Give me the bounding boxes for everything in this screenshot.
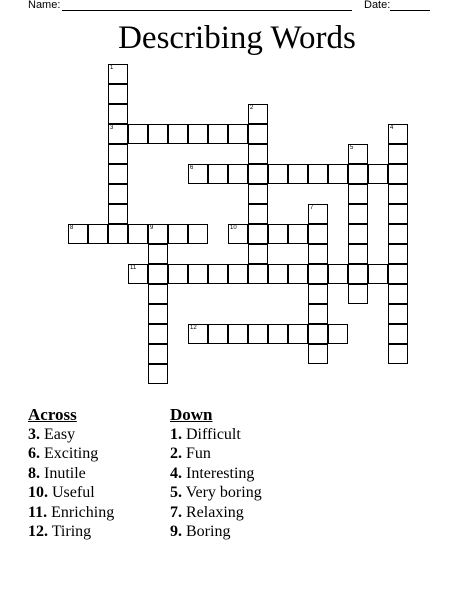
grid-cell[interactable] xyxy=(388,304,408,324)
clue-text: Fun xyxy=(186,445,211,463)
grid-cell[interactable] xyxy=(228,264,248,284)
down-clue xyxy=(170,483,262,502)
grid-cell[interactable] xyxy=(288,164,308,184)
across-heading: Across xyxy=(28,405,77,424)
grid-cell[interactable] xyxy=(328,324,348,344)
grid-cell[interactable] xyxy=(248,184,268,204)
grid-cell[interactable] xyxy=(368,264,388,284)
clue-text: Inutile xyxy=(44,464,86,482)
grid-cell[interactable] xyxy=(188,224,208,244)
grid-cell[interactable] xyxy=(388,264,408,284)
grid-cell[interactable] xyxy=(248,324,268,344)
across-clue xyxy=(28,464,114,483)
grid-cell[interactable] xyxy=(248,244,268,264)
grid-cell[interactable] xyxy=(388,344,408,364)
grid-cell[interactable] xyxy=(348,224,368,244)
grid-cell[interactable] xyxy=(248,164,268,184)
clue-number-label: 7 xyxy=(310,205,314,211)
across-clue xyxy=(28,522,114,541)
grid-cell[interactable] xyxy=(388,124,408,144)
grid-cell[interactable] xyxy=(268,264,288,284)
grid-cell[interactable] xyxy=(248,124,268,144)
clue-text: Boring xyxy=(186,523,231,541)
grid-cell[interactable] xyxy=(348,284,368,304)
clue-number: 8. xyxy=(28,464,40,482)
grid-cell[interactable] xyxy=(248,104,268,124)
clue-text: Interesting xyxy=(186,464,255,482)
grid-cell[interactable] xyxy=(228,124,248,144)
clue-number-label: 4 xyxy=(390,125,394,131)
clue-number: 2. xyxy=(170,445,182,463)
across-clue xyxy=(28,503,114,522)
down-clue xyxy=(170,425,262,444)
grid-cell[interactable] xyxy=(348,244,368,264)
grid-cell[interactable] xyxy=(348,184,368,204)
across-clue xyxy=(28,483,114,502)
grid-cell[interactable] xyxy=(228,224,248,244)
grid-cell[interactable] xyxy=(388,224,408,244)
grid-cell[interactable] xyxy=(348,164,368,184)
clue-number: 10. xyxy=(28,484,48,502)
grid-cell[interactable] xyxy=(148,304,168,324)
grid-cell[interactable] xyxy=(148,264,168,284)
grid-cell[interactable] xyxy=(148,244,168,264)
grid-cell[interactable] xyxy=(308,264,328,284)
grid-cell[interactable] xyxy=(108,64,128,84)
clue-number-label: 3 xyxy=(110,125,114,131)
grid-cell[interactable] xyxy=(108,204,128,224)
grid-cell[interactable] xyxy=(308,304,328,324)
grid-cell[interactable] xyxy=(388,204,408,224)
grid-cell[interactable] xyxy=(188,164,208,184)
grid-cell[interactable] xyxy=(148,284,168,304)
grid-cell[interactable] xyxy=(308,224,328,244)
clue-number: 12. xyxy=(28,523,48,541)
grid-cell[interactable] xyxy=(208,264,228,284)
down-clues xyxy=(170,405,262,541)
grid-cell[interactable] xyxy=(388,284,408,304)
clue-text: Useful xyxy=(52,484,95,502)
grid-cell[interactable] xyxy=(308,284,328,304)
grid-cell[interactable] xyxy=(228,324,248,344)
across-clues xyxy=(28,405,114,541)
grid-cell[interactable] xyxy=(248,144,268,164)
grid-cell[interactable] xyxy=(228,164,248,184)
grid-cell[interactable] xyxy=(348,204,368,224)
grid-cell[interactable] xyxy=(328,164,348,184)
grid-cell[interactable] xyxy=(108,124,128,144)
clue-number-label: 5 xyxy=(350,145,354,151)
clue-number: 5. xyxy=(170,484,182,502)
grid-cell[interactable] xyxy=(148,224,168,244)
clue-text: Exciting xyxy=(44,445,99,463)
grid-cell[interactable] xyxy=(308,344,328,364)
grid-cell[interactable] xyxy=(328,264,348,284)
grid-cell[interactable] xyxy=(148,124,168,144)
clue-text: Very boring xyxy=(185,484,262,502)
grid-cell[interactable] xyxy=(208,164,228,184)
clue-number-label: 12 xyxy=(190,325,197,331)
grid-cell[interactable] xyxy=(368,164,388,184)
grid-cell[interactable] xyxy=(388,144,408,164)
down-clue xyxy=(170,464,262,483)
clue-text: Enriching xyxy=(51,503,115,521)
grid-cell[interactable] xyxy=(268,164,288,184)
grid-cell[interactable] xyxy=(288,264,308,284)
clue-number: 7. xyxy=(170,503,182,521)
clue-number: 11. xyxy=(28,503,48,521)
grid-cell[interactable] xyxy=(108,84,128,104)
grid-cell[interactable] xyxy=(308,244,328,264)
grid-cell[interactable] xyxy=(108,224,128,244)
grid-cell[interactable] xyxy=(188,324,208,344)
clue-text: Easy xyxy=(44,426,76,443)
grid-cell[interactable] xyxy=(248,224,268,244)
grid-cell[interactable] xyxy=(388,324,408,344)
grid-cell[interactable] xyxy=(108,144,128,164)
down-clue xyxy=(170,444,262,463)
grid-cell[interactable] xyxy=(188,264,208,284)
grid-cell[interactable] xyxy=(148,324,168,344)
grid-cell[interactable] xyxy=(388,244,408,264)
clue-number-label: 1 xyxy=(110,65,114,71)
grid-cell[interactable] xyxy=(248,264,268,284)
grid-cell[interactable] xyxy=(288,324,308,344)
grid-cell[interactable] xyxy=(148,364,168,384)
grid-cell[interactable] xyxy=(168,264,188,284)
grid-cell[interactable] xyxy=(348,144,368,164)
grid-cell[interactable] xyxy=(168,124,188,144)
grid-cell[interactable] xyxy=(348,264,368,284)
clue-number: 1. xyxy=(170,426,182,443)
grid-cell[interactable] xyxy=(308,164,328,184)
clue-number-label: 9 xyxy=(150,225,154,231)
clue-number: 3. xyxy=(28,426,40,443)
grid-cell[interactable] xyxy=(108,104,128,124)
grid-cell[interactable] xyxy=(268,224,288,244)
grid-cell[interactable] xyxy=(188,124,208,144)
clue-text: Tiring xyxy=(51,523,92,541)
grid-cell[interactable] xyxy=(208,124,228,144)
clue-text: Relaxing xyxy=(186,503,244,521)
grid-cell[interactable] xyxy=(208,324,228,344)
grid-cell[interactable] xyxy=(168,224,188,244)
clue-number: 4. xyxy=(170,464,182,482)
grid-cell[interactable] xyxy=(288,224,308,244)
clue-number-label: 2 xyxy=(250,105,254,111)
grid-cell[interactable] xyxy=(108,184,128,204)
across-clue xyxy=(28,444,114,463)
clue-text: Difficult xyxy=(186,426,241,443)
name-label: Name: xyxy=(28,0,61,11)
grid-cell[interactable] xyxy=(68,224,88,244)
grid-cell[interactable] xyxy=(128,224,148,244)
date-label: Date: xyxy=(364,0,391,11)
down-heading: Down xyxy=(170,405,213,424)
grid-cell[interactable] xyxy=(88,224,108,244)
clue-number: 9. xyxy=(170,523,182,541)
grid-cell[interactable] xyxy=(268,324,288,344)
clue-number-label: 6 xyxy=(190,165,194,171)
grid-cell[interactable] xyxy=(128,264,148,284)
down-clue xyxy=(170,503,262,522)
grid-cell[interactable] xyxy=(388,164,408,184)
grid-cell[interactable] xyxy=(388,184,408,204)
page-title: Describing Words xyxy=(118,20,356,56)
clue-number-label: 11 xyxy=(130,265,137,271)
down-clue xyxy=(170,522,262,541)
clue-number: 6. xyxy=(28,445,40,463)
grid-cell[interactable] xyxy=(128,124,148,144)
grid-cell[interactable] xyxy=(248,204,268,224)
clue-number-label: 8 xyxy=(70,225,74,231)
grid-cell[interactable] xyxy=(148,344,168,364)
grid-cell[interactable] xyxy=(108,164,128,184)
across-clue xyxy=(28,425,114,444)
clue-number-label: 10 xyxy=(230,225,237,231)
grid-cell[interactable] xyxy=(308,204,328,224)
grid-cell[interactable] xyxy=(308,324,328,344)
